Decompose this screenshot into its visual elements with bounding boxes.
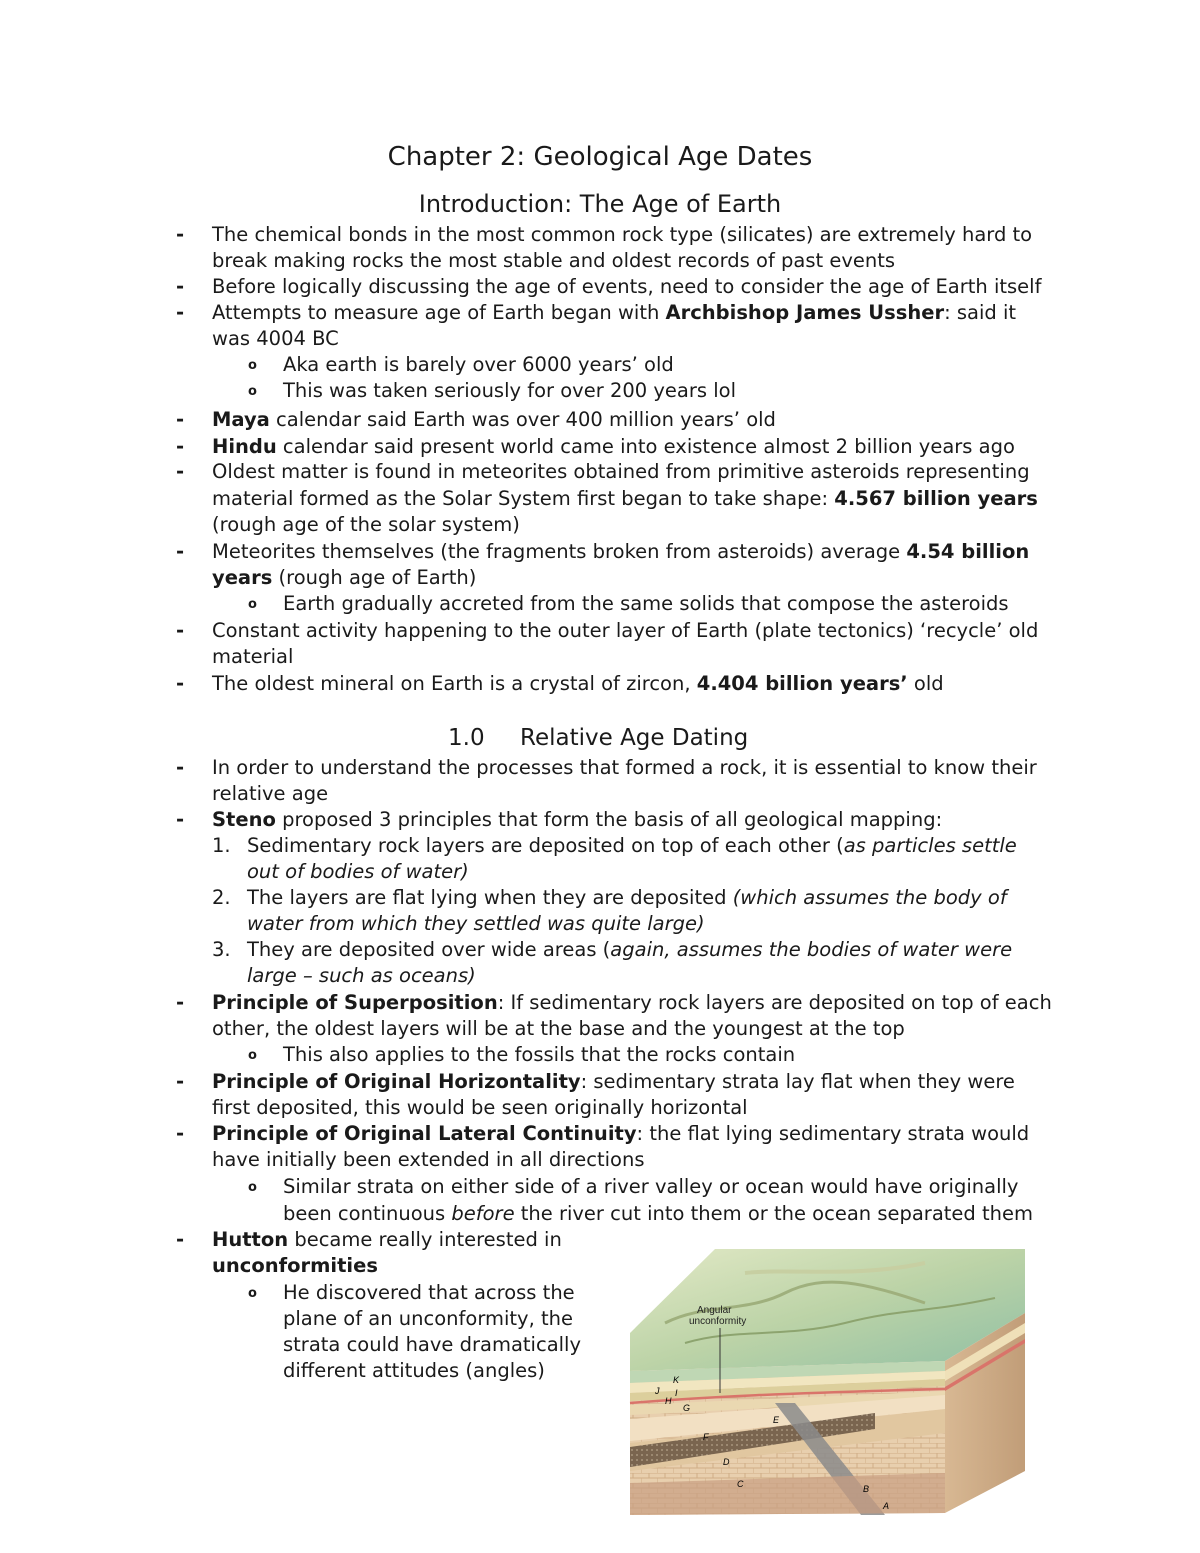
text-line: They are deposited over wide areas (again, assumes the bodies of water were (247, 938, 1013, 961)
text-line: been continuous before the river cut into them or the ocean separated them (283, 1202, 1033, 1225)
text-line: This also applies to the fossils that the rocks contain (283, 1043, 796, 1066)
dash-bullet: - (176, 435, 185, 458)
layer-label: E (773, 1415, 780, 1425)
dash-bullet: - (176, 275, 185, 298)
text-line: first deposited, this would be seen originally horizontal (212, 1096, 748, 1119)
text-line: other, the oldest layers will be at the base and the youngest at the top (212, 1017, 905, 1040)
text-line: Before logically discussing the age of events, need to consider the age of Earth itself (212, 275, 1042, 298)
sub-bullet: o (248, 358, 257, 373)
text-line: was 4004 BC (212, 327, 339, 350)
dash-bullet: - (176, 301, 185, 324)
callout-label: Angular (697, 1305, 732, 1316)
list-number: 3. (212, 938, 231, 961)
text-line: Oldest matter is found in meteorites obtained from primitive asteroids representing (212, 460, 1030, 483)
dash-bullet: - (176, 460, 185, 483)
text-line: Aka earth is barely over 6000 years’ old (283, 353, 674, 376)
text-line: Hutton became really interested in (212, 1228, 562, 1251)
dash-bullet: - (176, 672, 185, 695)
text-line: material (212, 645, 294, 668)
layer-label: H (665, 1396, 672, 1406)
dash-bullet: - (176, 1070, 185, 1093)
unconformity-block-diagram (625, 1243, 1035, 1515)
list-number: 1. (212, 834, 231, 857)
dash-bullet: - (176, 223, 185, 246)
dash-bullet: - (176, 540, 185, 563)
text-line: The chemical bonds in the most common rock type (silicates) are extremely hard to (212, 223, 1033, 246)
text-line: unconformities (212, 1254, 378, 1277)
text-line: material formed as the Solar System first began to take shape: 4.567 billion years (212, 487, 1038, 510)
callout-label: unconformity (689, 1316, 747, 1327)
sub-bullet: o (248, 384, 257, 399)
text-line: Principle of Original Horizontality: sedimentary strata lay flat when they were (212, 1070, 1015, 1093)
layer-label: F (703, 1432, 709, 1442)
text-line: large – such as oceans) (247, 964, 476, 987)
text-line: This was taken seriously for over 200 years lol (283, 379, 736, 402)
intro-heading: Introduction: The Age of Earth (418, 190, 782, 218)
section-heading: Relative Age Dating (520, 725, 749, 751)
section-number: 1.0 (448, 725, 485, 751)
text-line: Meteorites themselves (the fragments broken from asteroids) average 4.54 billion (212, 540, 1030, 563)
dash-bullet: - (176, 808, 185, 831)
dash-bullet: - (176, 991, 185, 1014)
list-number: 2. (212, 886, 231, 909)
dash-bullet: - (176, 1122, 185, 1145)
layer-label: K (673, 1375, 680, 1385)
dash-bullet: - (176, 408, 185, 431)
dash-bullet: - (176, 1228, 185, 1251)
text-line: Similar strata on either side of a river valley or ocean would have originally (283, 1175, 1019, 1198)
text-line: strata could have dramatically (283, 1333, 582, 1356)
text-line: Constant activity happening to the outer layer of Earth (plate tectonics) ‘recycle’ old (212, 619, 1039, 642)
text-line: Attempts to measure age of Earth began with Archbishop James Ussher: said it (212, 301, 1017, 324)
text-line: Principle of Superposition: If sedimentary rock layers are deposited on top of each (212, 991, 1052, 1014)
text-line: relative age (212, 782, 329, 805)
dash-bullet: - (176, 756, 185, 779)
text-line: Hindu calendar said present world came into existence almost 2 billion years ago (212, 435, 1015, 458)
layer-label: A (883, 1501, 890, 1511)
text-line: Principle of Original Lateral Continuity: the flat lying sedimentary strata would (212, 1122, 1030, 1145)
layer-label: J (655, 1386, 660, 1396)
text-line: He discovered that across the (283, 1281, 575, 1304)
sub-bullet: o (248, 1048, 257, 1063)
sub-bullet: o (248, 597, 257, 612)
dash-bullet: - (176, 619, 185, 642)
text-line: In order to understand the processes that formed a rock, it is essential to know their (212, 756, 1037, 779)
page-title: Chapter 2: Geological Age Dates (387, 142, 813, 172)
layer-label: G (683, 1403, 691, 1413)
text-line: (rough age of the solar system) (212, 513, 520, 536)
text-line: The oldest mineral on Earth is a crystal of zircon, 4.404 billion years’ old (212, 672, 944, 695)
text-line: Earth gradually accreted from the same solids that compose the asteroids (283, 592, 1009, 615)
text-line: Maya calendar said Earth was over 400 million years’ old (212, 408, 776, 431)
text-line: out of bodies of water) (247, 860, 469, 883)
text-line: break making rocks the most stable and oldest records of past events (212, 249, 896, 272)
layer-label: B (863, 1484, 870, 1494)
text-line: Sedimentary rock layers are deposited on top of each other (as particles settle (247, 834, 1017, 857)
text-line: water from which they settled was quite large) (247, 912, 705, 935)
layer-label: D (723, 1457, 730, 1467)
sub-bullet: o (248, 1180, 257, 1195)
layer-label: I (675, 1388, 678, 1398)
text-line: different attitudes (angles) (283, 1359, 545, 1382)
text-line: Steno proposed 3 principles that form the basis of all geological mapping: (212, 808, 943, 831)
text-line: have initially been extended in all directions (212, 1148, 645, 1171)
text-line: years (rough age of Earth) (212, 566, 477, 589)
text-line: The layers are flat lying when they are deposited (which assumes the body of (247, 886, 1007, 909)
text-line: plane of an unconformity, the (283, 1307, 573, 1330)
layer-label: C (737, 1479, 744, 1489)
sub-bullet: o (248, 1286, 257, 1301)
